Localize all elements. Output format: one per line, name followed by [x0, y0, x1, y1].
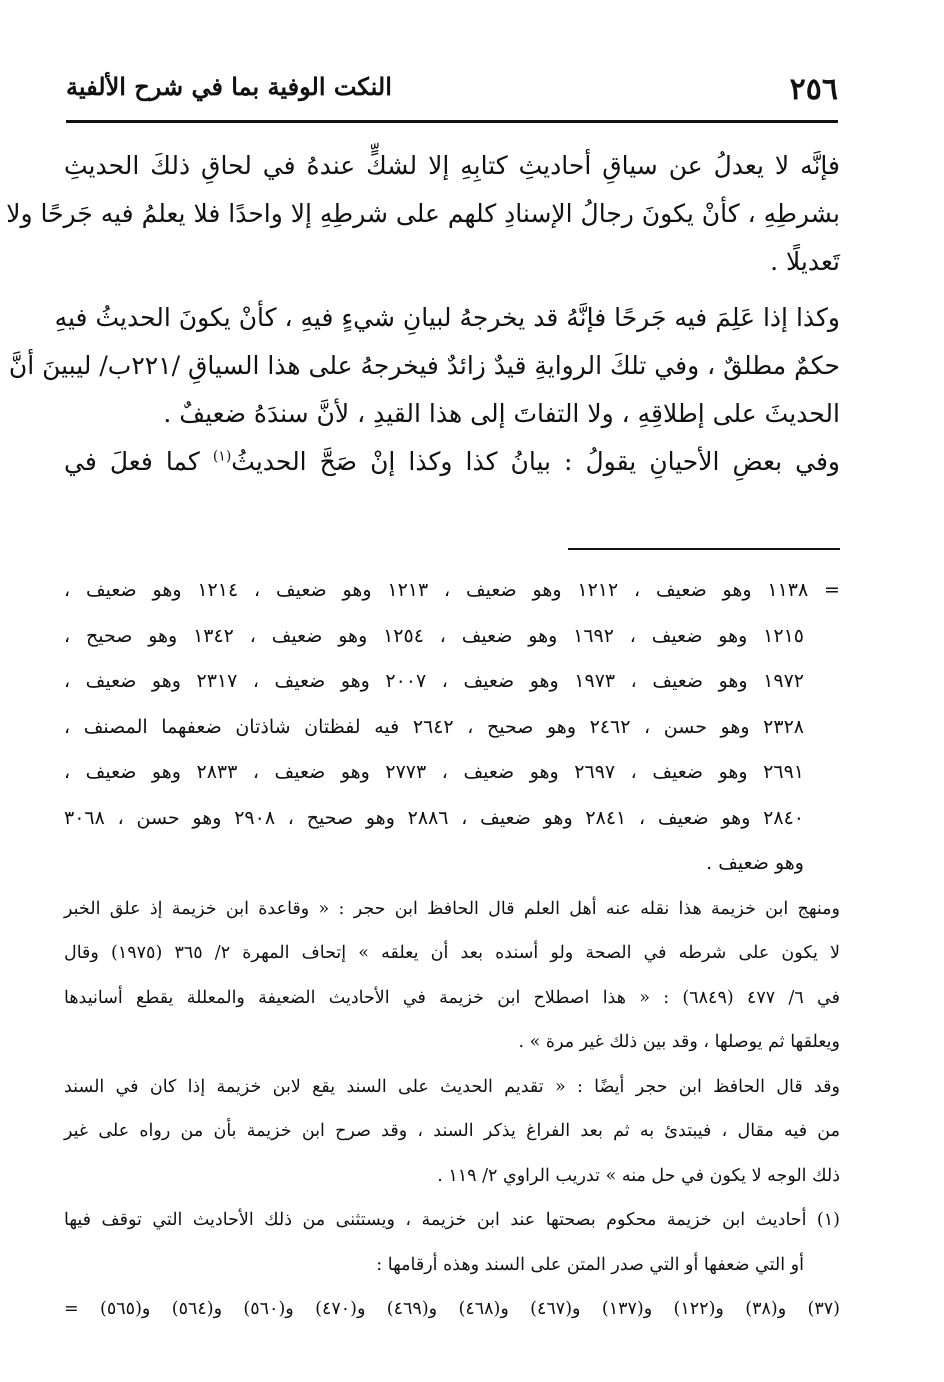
paragraph-gap [64, 286, 840, 294]
running-title: النكت الوفية بما في شرح الألفية [66, 72, 392, 101]
footnote-line: في ٦/ ٤٧٧ (٦٨٤٩) : « هذا اصطلاح ابن خزيمة في الأحاديث الضعيفة والمعللة يقطع أسانيدها [64, 987, 840, 1008]
footnote-line: ١٢١٥ وهو ضعيف ، ١٦٩٢ وهو ضعيف ، ١٢٥٤ وهو ضعيف ، ١٣٤٢ وهو صحيح ، [64, 624, 804, 647]
footnote-line: ١٩٧٢ وهو ضعيف ، ١٩٧٣ وهو ضعيف ، ٢٠٠٧ وهو ضعيف ، ٢٣١٧ وهو ضعيف ، [64, 670, 804, 692]
text-line: حكمٌ مطلقٌ ، وفي تلكَ الروايةِ قيدٌ زائدٌ فيخرجهُ على هذا السياقِ /٢٢١ب/ ليبينَ أنَّ [8, 351, 840, 380]
footnote-line: ويعلقها ثم يوصلها ، وقد بين ذلك غير مرة » . [518, 1032, 840, 1052]
main-text [6, 142, 840, 486]
footnote-line: ٢٨٤٠ وهو ضعيف ، ٢٨٤١ وهو ضعيف ، ٢٨٨٦ وهو صحيح ، ٢٩٠٨ وهو حسن ، ٣٠٦٨ [64, 806, 804, 829]
text-line: تَعديلًا . [770, 247, 840, 276]
footnote-line: من فيه مقال ، فيبتدئ به ثم بعد الفراغ يذكر السند ، وقد صرح ابن خزيمة بأن من رواه على غير [64, 1121, 840, 1141]
text-segment: وفي بعضِ الأحيانِ يقولُ : بيانُ كذا وكذا إنْ صَحَّ الحديثُ [231, 447, 840, 476]
text-line: فإنَّه لا يعدلُ عن سياقِ أحاديثِ كتابِهِ إلا لشكٍّ عندهُ في لحاقِ ذلكَ الحديثِ [64, 151, 840, 180]
footnote-line: (٣٧) و(٣٨) و(١٢٢) و(١٣٧) و(٤٦٧) و(٤٦٨) و(٤٦٩) و(٤٧٠) و(٥٦٠) و(٥٦٤) و(٥٦٥) = [64, 1299, 840, 1319]
text-line: الحديثَ على إطلاقِهِ ، ولا التفاتَ إلى هذا القيدِ ، لأنَّ سندَهُ ضعيفٌ . [163, 399, 840, 428]
footnote-line: ومنهج ابن خزيمة هذا نقله عنه أهل العلم قال الحافظ ابن حجر : « وقاعدة ابن خزيمة إذ علق الخبر [64, 898, 840, 919]
text-line: وكذا إذا عَلِمَ فيه جَرحًا فإنَّهُ قد يخرجهُ لبيانِ شيءٍ فيهِ ، كأنْ يكونَ الحديثُ فيهِ [54, 303, 840, 332]
footnote-line: وقد قال الحافظ ابن حجر أيضًا : « تقديم الحديث على السند يقع لابن خزيمة إذا كان في السند [64, 1076, 840, 1097]
footnote-marker: (١) [212, 448, 232, 465]
footnote-line: أو التي ضعفها أو التي صدر المتن على السند وهذه أرقامها : [376, 1254, 804, 1275]
footnote-line: = ١١٣٨ وهو ضعيف ، ١٢١٢ وهو ضعيف ، ١٢١٣ وهو ضعيف ، ١٢١٤ وهو ضعيف ، [64, 579, 840, 601]
header-rule [66, 120, 838, 123]
footnote-line: (١) أحاديث ابن خزيمة محكوم بصحتها عند ابن خزيمة ، ويستثنى من ذلك الأحاديث التي توقف فيها [64, 1210, 840, 1230]
footnote-line: ٢٦٩١ وهو ضعيف ، ٢٦٩٧ وهو ضعيف ، ٢٧٧٣ وهو ضعيف ، ٢٨٣٣ وهو ضعيف ، [64, 761, 804, 783]
text-line: بشرطِهِ ، كأنْ يكونَ رجالُ الإسنادِ كلهم على شرطِهِ إلا واحدًا فلا يعلمُ فيه جَرحًا ولا [6, 199, 840, 228]
text-segment: كما فعلَ في [64, 447, 213, 476]
footnote-line: لا يكون على شرطه في الصحة ولو أسنده بعد أن يعلقه » إتحاف المهرة ٢/ ٣٦٥ (١٩٧٥) وقال [64, 943, 840, 963]
footnote-line: وهو ضعيف . [706, 852, 804, 874]
footnote-line: ذلك الوجه لا يكون في حل منه » تدريب الراوي ٢/ ١١٩ . [437, 1165, 840, 1186]
footnote-separator [568, 548, 840, 550]
page-header [66, 66, 838, 114]
page-number: ٢٥٦ [789, 72, 838, 107]
text-line [64, 438, 840, 486]
footnotes [64, 568, 840, 1332]
footnote-line: ٢٣٢٨ وهو حسن ، ٢٤٦٢ وهو صحيح ، ٢٦٤٢ فيه لفظتان شاذتان ضعفهما المصنف ، [64, 715, 804, 738]
